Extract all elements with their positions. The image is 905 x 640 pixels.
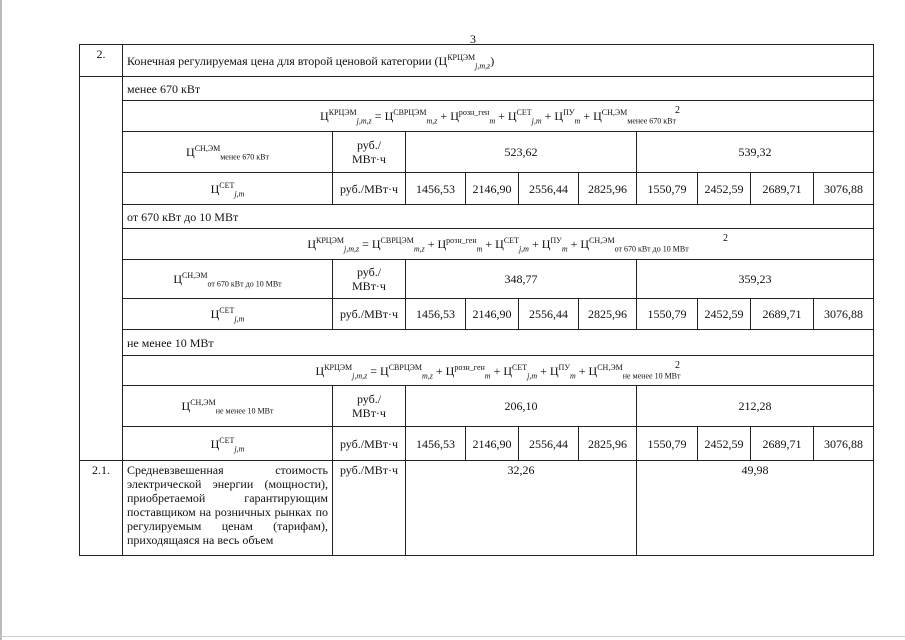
- sn-value-b: 212,28: [637, 386, 874, 427]
- sn-value-a: 348,77: [406, 260, 637, 299]
- item-number: 2.1.: [80, 461, 123, 556]
- item21-value-a: 32,26: [406, 461, 637, 556]
- unit-label: руб./ МВт·ч: [333, 386, 406, 427]
- set-value: 1550,79: [637, 299, 698, 330]
- set-value: 2689,71: [751, 173, 814, 205]
- sn-value-a: 206,10: [406, 386, 637, 427]
- set-label: $Ц^{СЕТ}_{j,m}$: [123, 173, 333, 205]
- sn-label: $Ц^{СН,ЭМ}_{не менее 10 МВт}$: [123, 386, 333, 427]
- sn-value-b: 539,32: [637, 132, 874, 173]
- item-number: 2.: [80, 45, 123, 77]
- set-value: 2452,59: [698, 427, 751, 461]
- sn-value-b: 359,23: [637, 260, 874, 299]
- set-value: 1456,53: [406, 427, 466, 461]
- set-value: 2825,96: [579, 173, 637, 205]
- page-number: 3: [470, 32, 476, 46]
- section-label: не менее 10 МВт: [123, 330, 874, 356]
- set-value: 1456,53: [406, 173, 466, 205]
- scan-edge-bottom: [0, 636, 905, 637]
- item-number-blank: [80, 77, 123, 461]
- item21-value-b: 49,98: [637, 461, 874, 556]
- set-label: $Ц^{СЕТ}_{j,m}$: [123, 299, 333, 330]
- item21-description: Средневзвешенная стоимость электрической энергии (мощности), приобретаемой гарантирующим поставщиком на розничных рынках по регулируемым ценам (тарифам), приходящаяся на весь объем: [123, 461, 333, 556]
- scan-edge: [0, 0, 2, 640]
- set-value: 2825,96: [579, 299, 637, 330]
- set-value: 1550,79: [637, 173, 698, 205]
- set-value: 2556,44: [519, 427, 579, 461]
- tariff-table: [79, 44, 874, 556]
- unit-label: руб./ МВт·ч: [333, 132, 406, 173]
- set-value: 3076,88: [814, 427, 874, 461]
- sn-label: $Ц^{СН,ЭМ}_{от 670 кВт до 10 МВт}$: [123, 260, 333, 299]
- set-row: [80, 173, 874, 205]
- set-value: 2146,90: [466, 427, 519, 461]
- set-value: 2556,44: [519, 299, 579, 330]
- item2-title: Конечная регулируемая цена для второй ценовой категории $(Ц^{КРЦЭМ}_{j,m,z})$: [123, 45, 874, 77]
- sn-label: $Ц^{СН,ЭМ}_{менее 670 кВт}$: [123, 132, 333, 173]
- item2-row: [80, 45, 874, 77]
- set-value: 2452,59: [698, 173, 751, 205]
- item21-row: [80, 461, 874, 556]
- set-row: [80, 427, 874, 461]
- sn-value-a: 523,62: [406, 132, 637, 173]
- set-value: 1456,53: [406, 299, 466, 330]
- section-label: менее 670 кВт: [123, 77, 874, 101]
- set-value: 2146,90: [466, 299, 519, 330]
- unit-label: руб./МВт·ч: [333, 461, 406, 556]
- unit-label: руб./МВт·ч: [333, 173, 406, 205]
- set-value: 3076,88: [814, 173, 874, 205]
- unit-label: руб./МВт·ч: [333, 427, 406, 461]
- set-value: 2825,96: [579, 427, 637, 461]
- formula-section-3: $Ц^{КРЦЭМ}_{j,m,z} = Ц^{СВРЦЭМ}_{m,z} + Ц^{розн\_ген}_m + Ц^{СЕТ}_{j,m} + Ц^{ПУ}_m + Ц^{СН,ЭМ}_{не менее 10 МВт}$ 2: [123, 356, 874, 386]
- formula-section-1: $Ц^{КРЦЭМ}_{j,m,z} = Ц^{СВРЦЭМ}_{m,z} + Ц^{розн\_ген}_m + Ц^{СЕТ}_{j,m} + Ц^{ПУ}_m + Ц^{СН,ЭМ}_{менее 670 кВт}$ 2: [123, 101, 874, 132]
- set-value: 2689,71: [751, 427, 814, 461]
- set-value: 3076,88: [814, 299, 874, 330]
- set-value: 2689,71: [751, 299, 814, 330]
- unit-label: руб./ МВт·ч: [333, 260, 406, 299]
- unit-label: руб./МВт·ч: [333, 299, 406, 330]
- set-value: 1550,79: [637, 427, 698, 461]
- set-value: 2146,90: [466, 173, 519, 205]
- set-value: 2452,59: [698, 299, 751, 330]
- set-row: [80, 299, 874, 330]
- formula-section-2: $Ц^{КРЦЭМ}_{j,m,z} = Ц^{СВРЦЭМ}_{m,z} + Ц^{розн\_ген}_m + Ц^{СЕТ}_{j,m} + Ц^{ПУ}_m + Ц^{СН,ЭМ}_{от 670 кВт до 10 МВт}$ 2: [123, 229, 874, 260]
- set-value: 2556,44: [519, 173, 579, 205]
- section-label: от 670 кВт до 10 МВт: [123, 205, 874, 229]
- set-label: $Ц^{СЕТ}_{j,m}$: [123, 427, 333, 461]
